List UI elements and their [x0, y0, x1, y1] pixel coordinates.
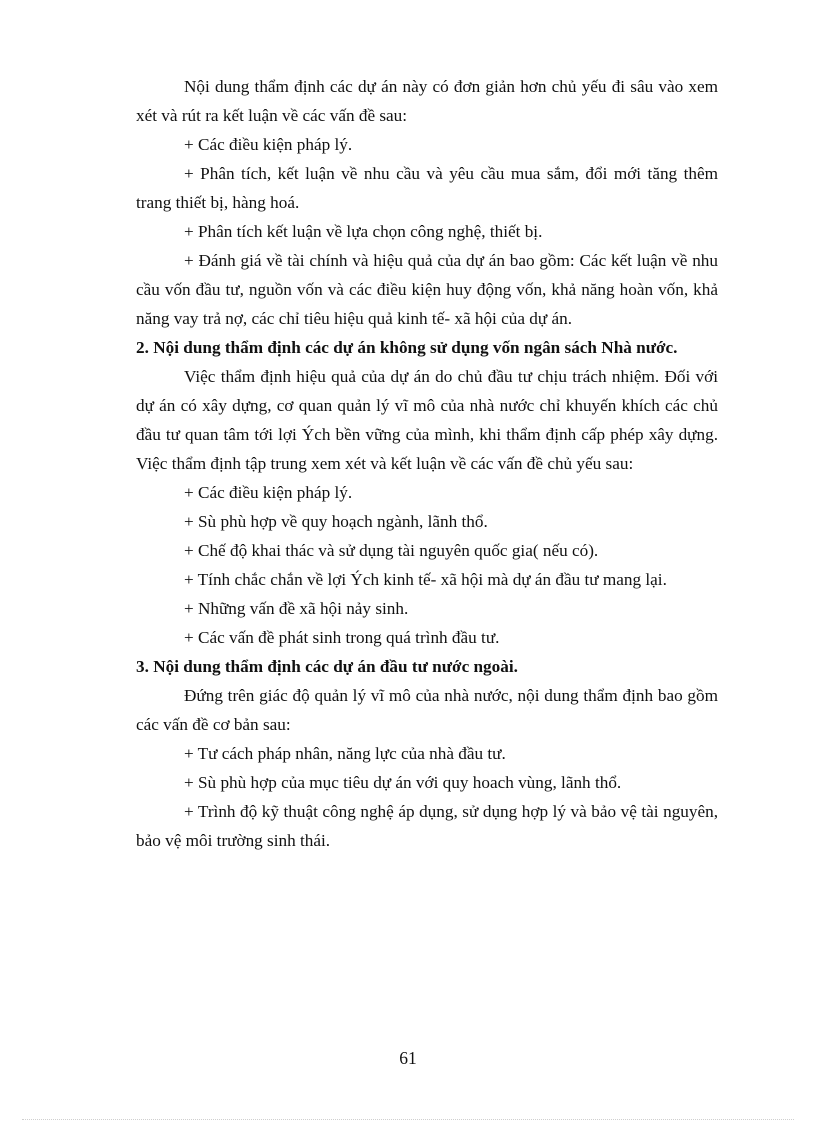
section-heading-3: 3. Nội dung thẩm định các dự án đầu tư nước ngoài. — [136, 657, 518, 676]
paragraph-section-3: Đứng trên giác độ quản lý vĩ mô của nhà nước, nội dung thẩm định bao gồm các vấn đề cơ bản sau: — [136, 686, 718, 734]
list-item: + Tính chắc chắn về lợi Ých kinh tế- xã hội mà dự án đầu tư mang lại. — [184, 570, 667, 589]
paragraph-intro: Nội dung thẩm định các dự án này có đơn giản hơn chủ yếu đi sâu vào xem xét và rút ra kết luận về các vấn đề sau: — [136, 77, 718, 125]
list-item: + Tư cách pháp nhân, năng lực của nhà đầu tư. — [184, 744, 506, 763]
list-item: + Sù phù hợp của mục tiêu dự án với quy hoach vùng, lãnh thổ. — [184, 773, 622, 792]
page-number: 61 — [399, 1048, 417, 1068]
paragraph-section-2: Việc thẩm định hiệu quả của dự án do chủ đầu tư chịu trách nhiệm. Đối với dự án có xây dựng, cơ quan quản lý vĩ mô của nhà nước chỉ khuyến khích các chủ đầu tư quan tâm tới lợi Ých bền vững của mình, khi thẩm định cấp phép xây dựng. Việc thẩm định tập trung xem xét và kết luận về các vấn đề chủ yếu sau: — [136, 367, 718, 473]
list-item: + Trình độ kỹ thuật công nghệ áp dụng, sử dụng hợp lý và bảo vệ tài nguyên, bảo vệ môi trường sinh thái. — [136, 802, 718, 850]
section-heading-2: 2. Nội dung thẩm định các dự án không sử dụng vốn ngân sách Nhà nước. — [136, 338, 678, 357]
list-item: + Sù phù hợp về quy hoạch ngành, lãnh thổ. — [184, 512, 488, 531]
list-item: + Đánh giá về tài chính và hiệu quả của dự án bao gồm: Các kết luận về nhu cầu vốn đầu tư, nguồn vốn và các điều kiện huy động vốn, khả năng hoàn vốn, khả năng vay trả nợ, các chỉ tiêu hiệu quả kinh tế- xã hội của dự án. — [136, 251, 718, 328]
list-item: + Các điều kiện pháp lý. — [184, 483, 353, 502]
list-item: + Những vấn đề xã hội nảy sinh. — [184, 599, 409, 618]
list-item: + Các vấn đề phát sinh trong quá trình đầu tư. — [184, 628, 500, 647]
list-item: + Chế độ khai thác và sử dụng tài nguyên quốc gia( nếu có). — [184, 541, 599, 560]
document-page — [136, 72, 718, 855]
list-item: + Các điều kiện pháp lý. — [184, 135, 353, 154]
page-bottom-divider — [22, 1119, 794, 1120]
list-item: + Phân tích kết luận về lựa chọn công nghệ, thiết bị. — [184, 222, 543, 241]
list-item: + Phân tích, kết luận về nhu cầu và yêu cầu mua sắm, đổi mới tăng thêm trang thiết bị, hàng hoá. — [136, 164, 718, 212]
